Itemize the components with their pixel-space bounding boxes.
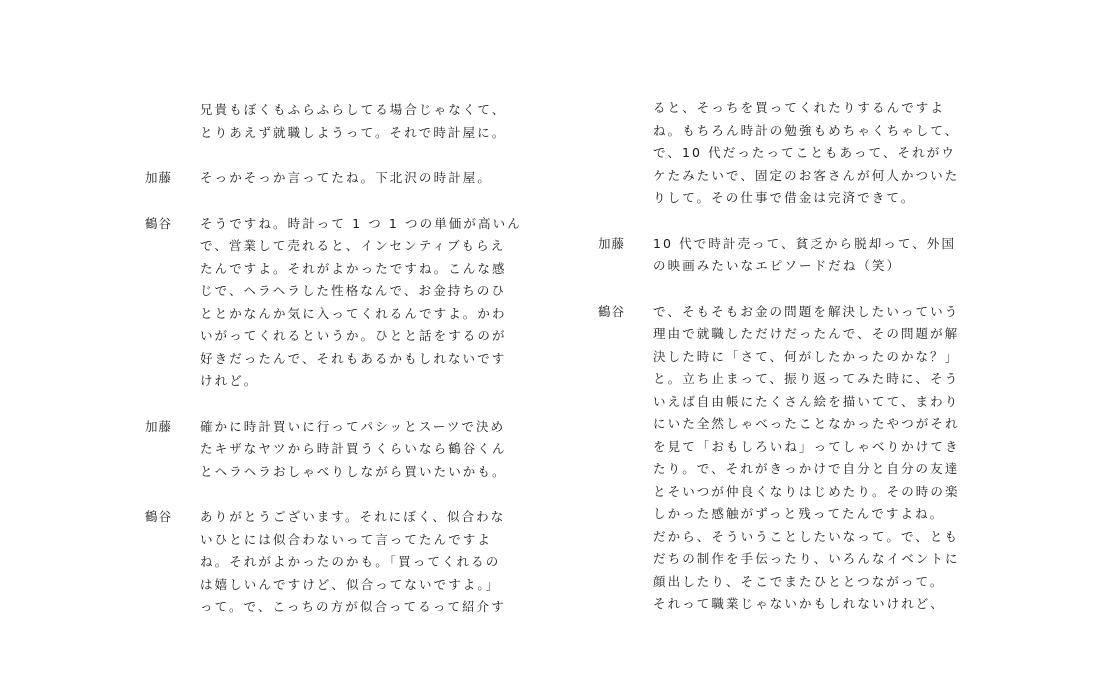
speaker-name: 鶴谷	[145, 509, 173, 524]
text-line: の映画みたいなエピソードだね（笑）	[653, 258, 902, 273]
dialogue-entry	[145, 416, 585, 484]
dialogue-text	[200, 213, 585, 393]
text-line: とりあえず就職しようって。それで時計屋に。	[200, 124, 507, 140]
text-line: を見て「おもしろいね」ってしゃべりかけてき	[653, 438, 960, 454]
text-line: 好きだったんで、それもあるかもしれないです	[200, 350, 507, 366]
text-line: だちの制作を手伝ったり、いろんなイベントに	[653, 551, 960, 566]
dialogue-text	[200, 99, 585, 144]
speaker-name: 加藤	[145, 418, 173, 434]
speaker-name: 鶴谷	[598, 303, 626, 319]
text-line: にいた全然しゃべったことなかったやつがそれ	[653, 416, 960, 431]
text-line: ありがとうございます。それにぼく、似合わな	[200, 509, 506, 524]
text-line: だから、そういうことしたいなって。で、とも	[653, 528, 960, 544]
text-line: ね。もちろん時計の勉強もめちゃくちゃして、	[653, 122, 960, 138]
dialogue-text	[653, 233, 1038, 278]
text-line: 確かに時計買いに行ってパシッとスーツで決め	[200, 418, 506, 434]
right-column	[598, 97, 1038, 639]
dialogue-text	[200, 506, 585, 619]
text-line: いえば自由帳にたくさん絵を描いてて、まわり	[653, 393, 960, 409]
text-line: 決した時に「さて、何がしたかったのかな？」	[653, 348, 960, 364]
text-line: しかった感触がずっと残ってたんですよね。	[653, 506, 945, 521]
dialogue-entry	[598, 301, 1038, 616]
speaker-name: 鶴谷	[145, 215, 173, 231]
text-line: で、そもそもお金の問題を解決したいっていう	[653, 303, 960, 319]
text-line: 兄貴もぼくもふらふらしてる場合じゃなくて、	[200, 102, 507, 117]
speaker-name: 加藤	[598, 235, 626, 251]
text-line: とヘラヘラおしゃべりしながら買いたいかも。	[200, 463, 507, 479]
text-line: 顔出したり、そこでまたひととつながって。	[653, 573, 945, 589]
text-line: 理由で就職しただけだったんで、その問題が解	[653, 326, 960, 341]
dialogue-text	[200, 167, 585, 190]
text-line: で、10 代だったってこともあって、それがウ	[653, 145, 956, 160]
dialogue-entry	[145, 99, 585, 144]
dialogue-text	[653, 301, 1038, 616]
text-line: で、営業して売れると、インセンティブもらえ	[200, 238, 506, 253]
dialogue-entry	[145, 506, 585, 619]
text-line: それって職業じゃないかもしれないけれど、	[653, 596, 946, 611]
text-line: は嬉しいんですけど、似合ってないですよ。」	[200, 576, 501, 592]
text-line: りして。その仕事で借金は完済できて。	[653, 190, 916, 205]
speaker-name: 加藤	[145, 170, 173, 185]
text-line: たんですよ。それがよかったですね。こんな感	[200, 260, 507, 276]
left-column	[145, 99, 585, 642]
text-line: ると、そっちを買ってくれたりするんですよ	[653, 100, 946, 115]
text-line: と。立ち止まって、振り返ってみた時に、そう	[653, 371, 960, 386]
text-line: そっかそっか言ってたね。下北沢の時計屋。	[200, 170, 493, 185]
text-line: ね。それがよかったのかも。「買ってくれるの	[200, 554, 501, 569]
dialogue-text	[653, 97, 1038, 210]
dialogue-entry	[598, 97, 1038, 210]
text-line: たキザなヤツから時計買うくらいなら鶴谷くん	[200, 441, 507, 456]
dialogue-entry	[145, 167, 585, 190]
text-line: いがってくれるというか。ひとと話をするのが	[200, 328, 507, 343]
text-line: って。で、こっちの方が似合ってるって紹介す	[200, 599, 506, 614]
text-line: とそいつが仲良くなりはじめたり。その時の楽	[653, 483, 960, 499]
text-line: たり。で、それがきっかけで自分と自分の友達	[653, 461, 960, 476]
text-line: けれど。	[200, 373, 259, 388]
text-line: いひとには似合わないって言ってたんですよ	[200, 531, 493, 547]
dialogue-entry	[598, 233, 1038, 278]
text-line: 10 代で時計売って、貧乏から脱却って、外国	[653, 235, 957, 251]
text-line: ケたみたいで、固定のお客さんが何人かついた	[653, 167, 960, 183]
text-line: じで、ヘラヘラした性格なんで、お金持ちのひ	[200, 283, 507, 298]
text-line: ととかなんか気に入ってくれるんですよ。かわ	[200, 305, 507, 321]
dialogue-text	[200, 416, 585, 484]
text-line: そうですね。時計って 1 つ 1 つの単価が高いん	[200, 215, 522, 231]
dialogue-entry	[145, 213, 585, 393]
